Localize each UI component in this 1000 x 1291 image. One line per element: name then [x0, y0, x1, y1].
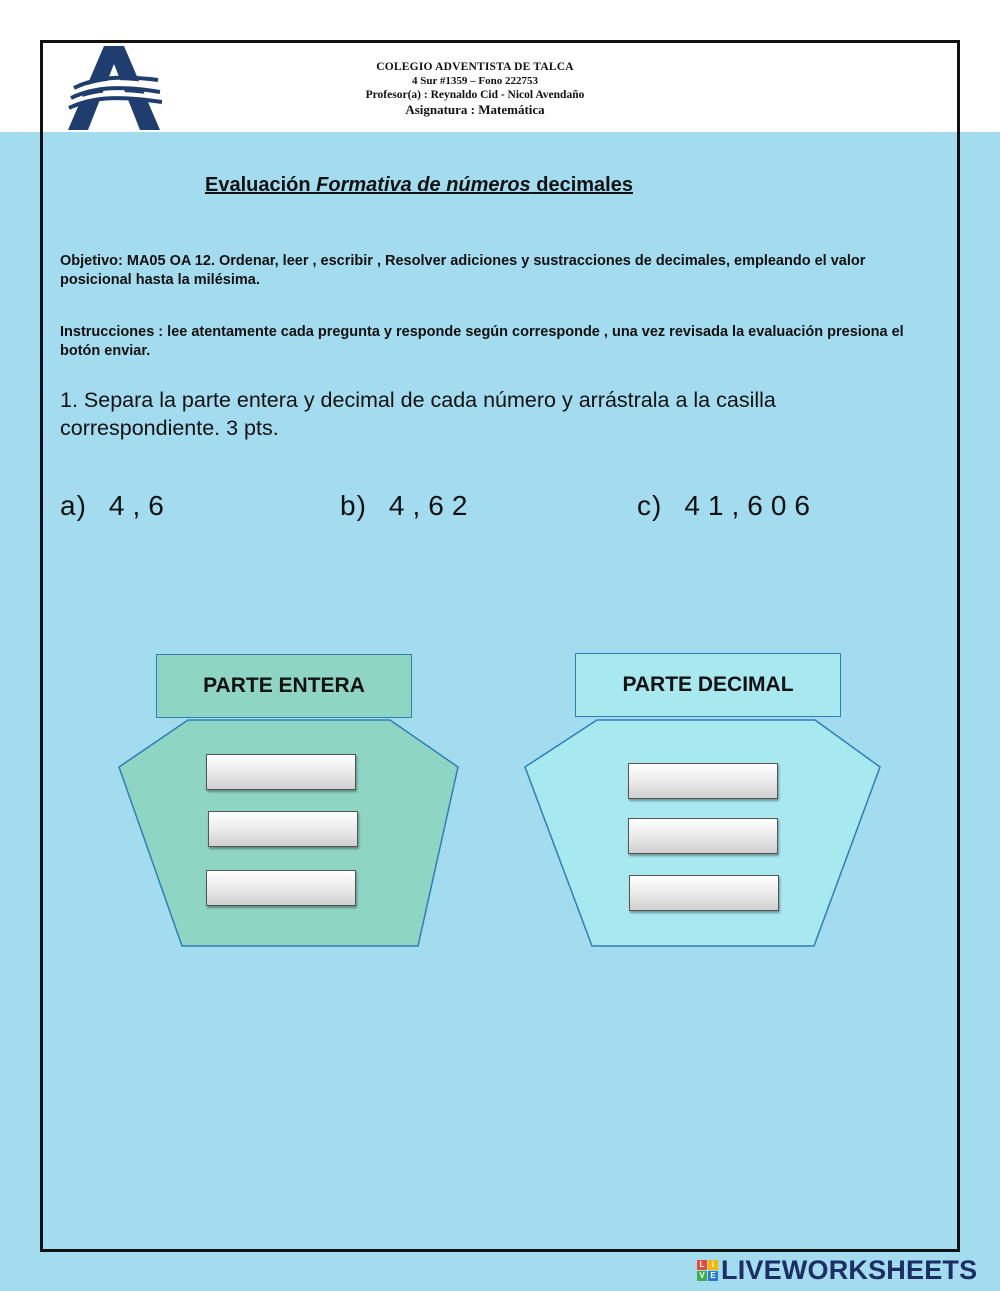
parte-decimal-label: PARTE DECIMAL	[575, 653, 841, 717]
number-a-value[interactable]: 4,6	[108, 490, 172, 521]
objective-text: Objetivo: MA05 OA 12. Ordenar, leer , escribir , Resolver adiciones y sustracciones de decimales, empleando el valor posicional hasta la milésima.	[60, 253, 866, 288]
subject: Asignatura : Matemática	[405, 102, 545, 117]
number-b-value[interactable]: 4,62	[388, 490, 476, 521]
number-c-value[interactable]: 41,606	[684, 490, 818, 521]
decimal-drop-slot-2[interactable]	[628, 818, 778, 854]
page-title: Evaluación Formativa de números decimales	[205, 174, 633, 196]
decimal-drop-slot-3[interactable]	[629, 875, 779, 911]
number-c: c) 41,606	[637, 490, 818, 521]
question-1: 1. Separa la parte entera y decimal de cada número y arrástrala a la casilla correspondiente. 3 pts.	[60, 388, 776, 440]
school-name: COLEGIO ADVENTISTA DE TALCA	[376, 61, 574, 73]
liveworksheets-brand[interactable]	[697, 1255, 977, 1286]
parte-entera-label: PARTE ENTERA	[156, 654, 412, 718]
liveworksheets-wordmark: LIVEWORKSHEETS	[721, 1255, 978, 1285]
school-address: 4 Sur #1359 – Fono 222753	[411, 75, 538, 87]
number-a: a) 4,6	[60, 490, 172, 521]
entera-drop-slot-1[interactable]	[206, 754, 356, 790]
entera-drop-slot-2[interactable]	[208, 811, 358, 847]
number-b: b) 4,62	[340, 490, 476, 521]
decimal-drop-slot-1[interactable]	[628, 763, 778, 799]
instructions-text: Instrucciones : lee atentamente cada pregunta y responde según corresponde , una vez revisada la evaluación presiona el botón enviar.	[60, 324, 904, 359]
liveworksheets-logo-icon: L I V E	[697, 1260, 718, 1281]
teachers: Profesor(a) : Reynaldo Cid - Nicol Avendaño	[365, 89, 585, 101]
entera-drop-slot-3[interactable]	[206, 870, 356, 906]
